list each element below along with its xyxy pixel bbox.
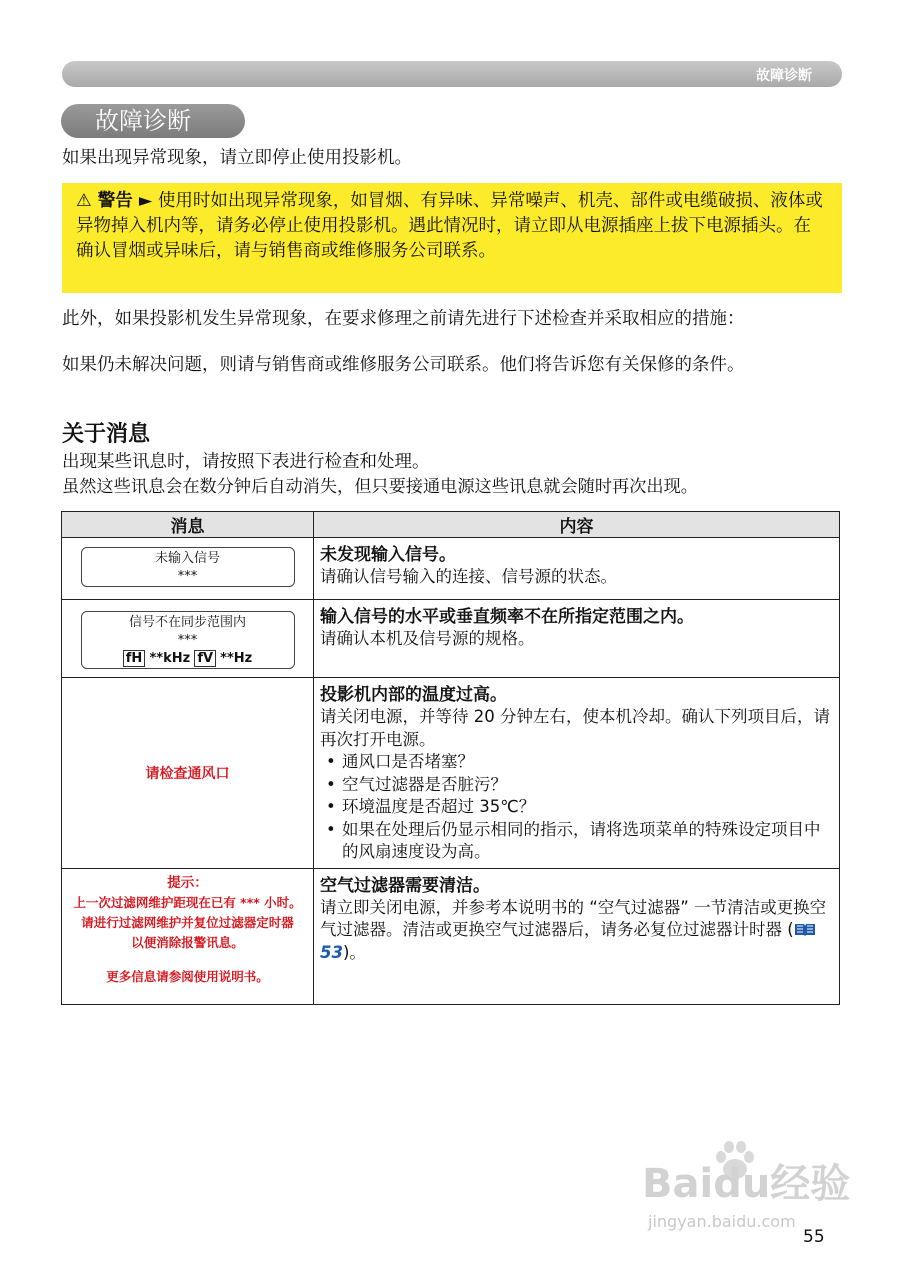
column-header-content: 内容 [314,512,840,538]
check-list [320,751,833,864]
fh-value: **kHz [149,651,191,666]
warning-box [62,183,842,293]
message-cell [62,538,314,600]
table-row [62,868,840,1004]
warning-text: 使用时如出现异常现象，如冒烟、有异味、异常噪声、机壳、部件或电缆破损、液体或异物掉入机内等，请务必停止使用投影机。遇此情况时，请立即从电源插座上拔下电源插头。在确认冒烟或异味后，请与销售商或维修服务公司联系。 [76,191,823,261]
content-cell [314,538,840,600]
watermark-url: jingyan.baidu.com [648,1212,796,1231]
content-body [320,897,833,965]
red-osd-message: 提示： [167,874,208,891]
fh-tag: fH [123,650,146,667]
content-cell [314,868,840,1004]
content-title: 未发现输入信号。 [320,545,456,565]
content-cell [314,600,840,678]
content-title: 空气过滤器需要清洁。 [320,875,490,896]
list-item: • 空气过滤器是否脏污？ [342,774,833,797]
content-body: 请确认本机及信号源的规格。 [320,629,535,648]
book-icon [794,922,816,936]
table-row [62,600,840,678]
paragraph-contact: 如果仍未解决问题，则请与销售商或维修服务公司联系。他们将告诉您有关保修的条件。 [62,355,745,375]
red-osd-message: 请检查通风口 [145,765,230,782]
content-body: 请关闭电源，并等待 20 分钟左右，使本机冷却。确认下列项目后，请再次打开电源。 [320,707,830,749]
osd-text: 信号不在同步范围内 [128,615,246,630]
content-body: 请确认信号输入的连接、信号源的状态。 [320,567,617,586]
message-table [61,511,840,1005]
table-row [62,538,840,600]
page-title: 故障诊断 [61,104,245,138]
page-reference[interactable]: 53 [320,942,343,962]
red-osd-message: 上一次过滤网维护距现在已有 *** 小时。 [73,894,302,910]
content-title: 输入信号的水平或垂直频率不在所指定范围之内。 [320,607,694,627]
osd-message-box [81,547,295,587]
page-number: 55 [803,1227,825,1247]
content-body-end: )。 [342,942,366,962]
message-cell [62,600,314,678]
osd-message-box [81,611,295,669]
section-heading-messages: 关于消息 [62,422,151,447]
content-title: 投影机内部的温度过高。 [320,685,507,705]
content-body-text: 请立即关闭电源，并参考本说明书的 “空气过滤器” 一节清洁或更换空气过滤器。清洁或更换空气过滤器后，请务必复位过滤器计时器 ( [320,897,827,939]
red-osd-message: 请进行过滤网维护并复位过滤器定时器 [81,914,294,930]
list-item: • 如果在处理后仍显示相同的指示，请将选项菜单的特殊设定项目中的风扇速度设为高。 [342,819,833,864]
content-cell [314,678,840,869]
osd-placeholder: *** [177,633,198,648]
column-header-message: 消息 [62,512,314,538]
osd-frequency-line [82,650,294,668]
messages-intro-line1: 出现某些讯息时，请按照下表进行检查和处理。 [62,452,430,472]
list-item: • 环境温度是否超过 35℃？ [342,796,833,819]
red-osd-message: 更多信息请参阅使用说明书。 [106,968,269,984]
messages-intro-line2: 虽然这些讯息会在数分钟后自动消失，但只要接通电源这些讯息就会随时再次出现。 [62,477,698,497]
table-header-row [62,512,840,538]
osd-placeholder: *** [177,569,198,584]
red-osd-message: 以便消除报警讯息。 [131,934,244,950]
osd-text: 未输入信号 [154,551,220,566]
fv-tag: fV [194,650,216,667]
warning-label: ⚠ 警告 ► [76,191,153,211]
message-cell [62,678,314,869]
table-row [62,678,840,869]
intro-text: 如果出现异常现象，请立即停止使用投影机。 [62,148,412,168]
message-cell [62,868,314,1004]
watermark-logo: Baidu经验 [642,1161,851,1207]
paragraph-precheck: 此外，如果投影机发生异常现象，在要求修理之前请先进行下述检查并采取相应的措施： [62,309,745,329]
header-bar [62,61,842,87]
fv-value: **Hz [220,651,253,666]
header-section-label: 故障诊断 [756,68,812,84]
list-item: • 通风口是否堵塞？ [342,751,833,774]
